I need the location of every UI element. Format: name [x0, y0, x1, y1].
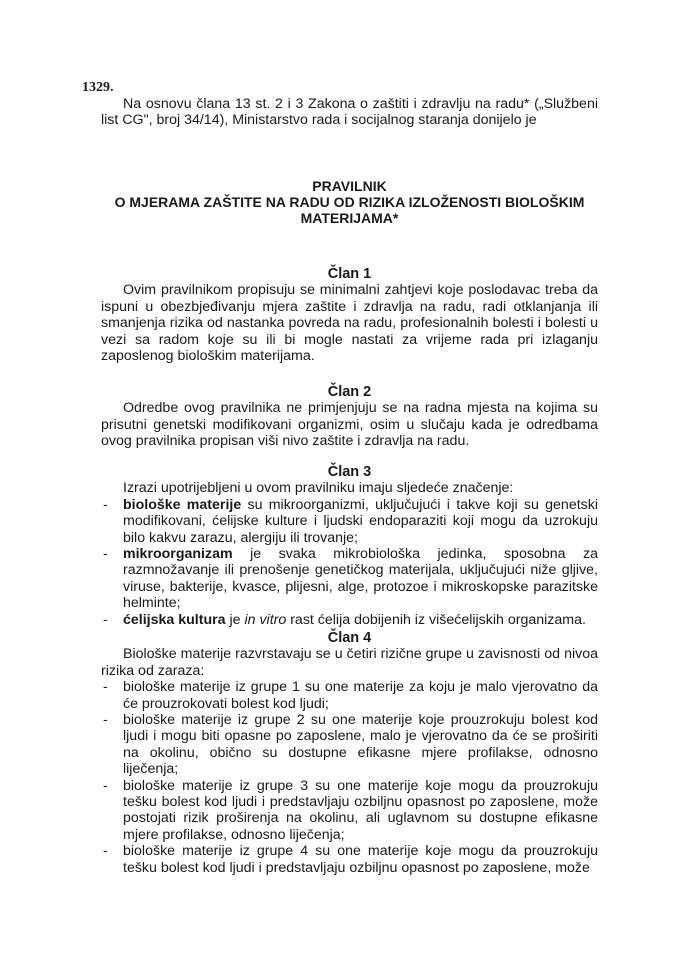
- article-heading: Član 3: [327, 464, 372, 480]
- list-item: [101, 612, 598, 628]
- definition: rast ćelija dobijenih iz višećelijskih organizama.: [286, 611, 586, 628]
- article-text: Odredbe ovog pravilnika ne primjenjuju se na radna mjesta na kojima su prisutni genetski modifikovani organizmi, osim u slučaju kada je odredbama ovog pravilnika propisan viši nivo zaštite i zdravlja na radu.: [101, 400, 598, 450]
- article-3: [101, 464, 598, 628]
- list-item: - biološke materije iz grupe 1 su one materije za koju je malo vjerovatno da će prouzrokovati bolest kod ljudi;: [101, 679, 598, 712]
- list-item: - biološke materije iz grupe 2 su one materije koje prouzrokuju bolest kod ljudi i mogu biti opasne po zaposlene, malo je vjerovatno da će se proširiti na okolinu, obično su dostupne efikasne mjere profilakse, odnosno liječenja;: [101, 712, 598, 778]
- list-item: - biološke materije iz grupe 4 su one materije koje mogu da prouzrokuju tešku bolest kod ljudi i predstavljaju ozbiljnu opasnost po zaposlene, može: [101, 843, 598, 876]
- definition: su mikroorganizmi, uključujući i takve koji su genetski modifikovani, ćelijske kulture i ljudski endoparaziti koji mogu da uzrokuju bilo kakvu zarazu, alergiju ili trovanje;: [123, 496, 598, 546]
- article-heading: Član 1: [327, 266, 372, 282]
- document-title: [101, 178, 598, 226]
- article-text: Ovim pravilnikom propisuju se minimalni zahtjevi koje poslodavac treba da ispuni u obezbjeđivanju mjera zaštite i zdravlja na radu, radi otklanjanja ili smanjenja rizika od nastanka povreda na radu, profesionalnih bolesti i bolesti u vezi sa radom koje su ili bi mogle nastati za vrijeme rada pri izlaganju zaposlenog biološkim materijama.: [101, 282, 598, 365]
- italic-term: in vitro: [244, 611, 287, 628]
- article-text: Biološke materije razvrstavaju se u četiri rizične grupe u zavisnosti od nivoa rizika od zaraza:: [101, 646, 598, 679]
- term: mikroorganizam: [123, 546, 233, 563]
- intro-paragraph: [101, 96, 598, 129]
- article-text: Izrazi upotrijebljeni u ovom pravilniku imaju sljedeće značenje:: [123, 480, 514, 497]
- list-item: - biološke materije iz grupe 3 su one materije koje mogu da prouzrokuju tešku bolest kod ljudi i predstavljaju ozbiljnu opasnost po zaposlene, može postojati rizik proširenja na okolinu, ali uglavnom su dostupne efikasne mjere profilakse, odnosno liječenja;: [101, 778, 598, 844]
- definitions-list: [101, 497, 598, 628]
- article-4: [101, 630, 598, 876]
- list-item: [101, 497, 598, 546]
- article-heading: Član 4: [327, 630, 372, 646]
- article-2: [101, 384, 598, 450]
- definition-connector: je: [225, 611, 245, 628]
- definition: je svaka mikrobiološka jedinka, sposobna za razmnožavanje ili prenošenje genetičkog materijala, uključujući niže gljive, viruse, bakterije, kvasce, plijesni, alge, protozoe i mikroskopske parazitske helminte;: [123, 546, 598, 612]
- gazette-entry-number: 1329.: [82, 80, 114, 95]
- article-heading: Član 2: [327, 384, 372, 400]
- title-line-1: PRAVILNIK: [312, 178, 387, 194]
- list-item: [101, 546, 598, 612]
- article-1: [101, 266, 598, 364]
- intro-text: Na osnovu člana 13 st. 2 i 3 Zakona o zaštiti i zdravlju na radu* („Službeni list CG", broj 34/14), Ministarstvo rada i socijalnog staranja donijelo je: [101, 96, 598, 129]
- term: ćelijska kultura: [123, 611, 226, 628]
- term: biološke materije: [123, 496, 242, 513]
- title-line-2: O MJERAMA ZAŠTITE NA RADU OD RIZIKA IZLOŽENOSTI BIOLOŠKIM MATERIJAMA*: [114, 194, 585, 226]
- risk-groups-list: [101, 679, 598, 876]
